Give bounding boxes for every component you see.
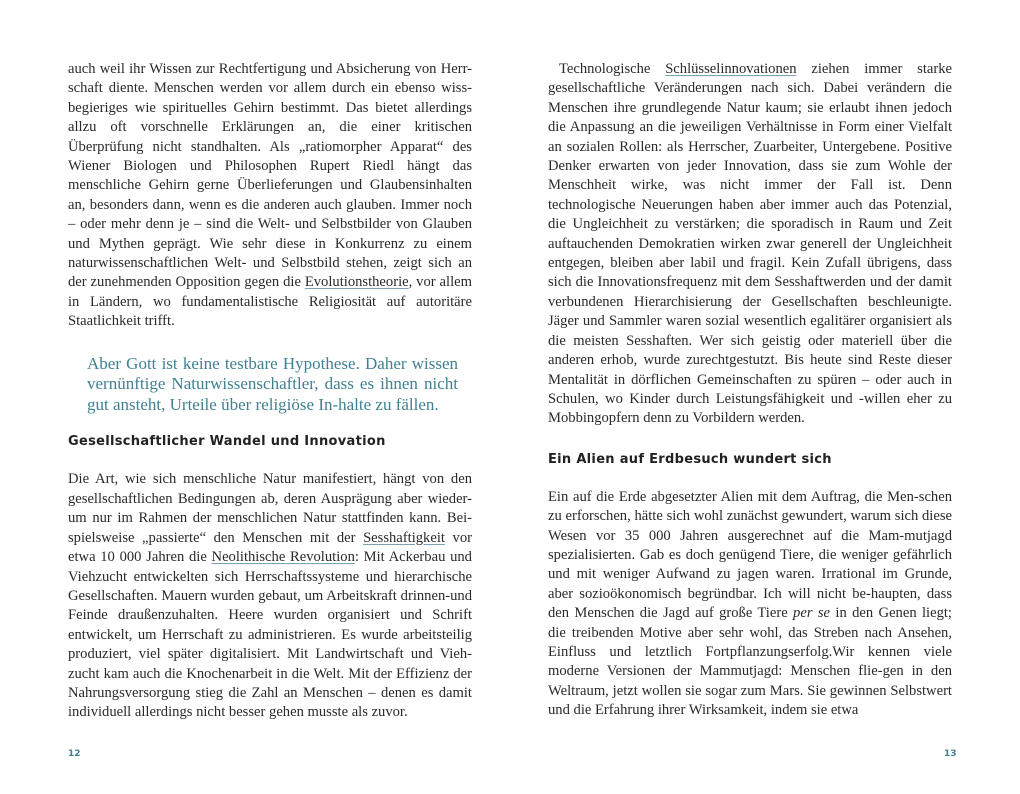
left-text-column [68,60,472,723]
text-run: Ein auf die Erde abgesetzter Alien mit dem Auftrag, die Men-schen zu erforschen, hätte sich wohl zunächst gewundert, warum sich diese Wesen vor 35 000 Jahren ausgerechnet auf die Mam-mutjagd spezialisierten. Gab es doch genügend Tiere, die weniger gefährlich und mit weniger Aufwand zu jagen waren. Irrational im Grunde, aber sozioökonomisch begründbar. Ich will nicht be-haupten, dass den Menschen die Jagd auf große Tiere [548,488,952,622]
left-paragraph-2 [68,470,472,722]
text-run: Technologische [559,61,666,77]
link-sesshaftigkeit[interactable]: Sesshaftigkeit [363,529,445,546]
link-evolutionstheorie[interactable]: Evolutionstheorie [304,274,409,291]
spacer [548,469,952,488]
pull-quote: Aber Gott ist keine testbare Hypothese. Daher wissen vernünftige Naturwissenschaftler, dass es ihnen nicht gut ansteht, Urteile über religiöse In-halte zu fällen. [87,353,458,414]
right-paragraph-1 [548,60,952,429]
text-run: auch weil ihr Wissen zur Rechtfertigung und Absicherung von Herr-schaft diente. Menschen werden vor allem durch ein ebenso wiss-begieriges wie spirituelles Gehirn bestimmt. Das bietet allerdings allzu oft vorschnelle Erklärungen an, die einer kritischen Überprüfung nicht standhalten. Als „ratiomorpher Apparat“ des Wiener Biologen und Philosophen Rupert Riedl hängt das menschliche Gehirn gerne Überlieferungen und Glaubensinhalten an, besonders dann, wenn es die anderen auch glauben. Immer noch – oder mehr denn je – sind die Welt- und Selbstbilder von Glauben und Mythen geprägt. Wie sehr diese in Konkurrenz zu einem naturwissenschaftlichen Welt- und Selbstbild stehen, zeigt sich an der zunehmenden Opposition gegen die [68,61,472,291]
spacer [68,451,472,470]
text-run: , vor allem in Ländern, wo fundamentalistische Religiosität auf autoritäre Staatlichkeit trifft. [68,274,472,330]
right-paragraph-2 [548,488,952,721]
right-text-column [548,60,952,721]
text-run: ziehen immer starke gesellschaftliche Veränderungen nach sich. Dabei verändern die Menschen ihre grundlegende Natur kaum; sie erlaubt ihnen jedoch die Anpassung an die jeweiligen Verhältnisse in Form einer Vielfalt an sozialen Rollen: als Herrscher, Zuarbeiter, Untergebene. Positive Denker erwarten von jeder Innovation, dass sie zum Wohle der Menschheit wirke, was nicht immer der Fall ist. Denn technologische Neuerungen haben aber immer auch das Potenzial, die Ungleichheit zu verstärken; die sporadisch in Raum und Zeit auftauchenden Demokratien wirken zwar generell der Ungleichheit entgegen, bleiben aber labil und fragil. Kein Zufall übrigens, dass sich die Innovationsfrequenz mit dem Sesshaftwerden und der damit verbundenen Hierarchisierung der Gesellschaften beschleunigte. Jäger und Sammler waren sozial wesentlich egalitärer organisiert als die meisten Sesshaften. Wer sich geistig oder materiell über die anderen erhob, wurde zurechtgestutzt. Bis heute sind Reste dieser Mentalität in dörflichen Gemeinschaften zu spüren – oder auch in Schulen, wo Kinder durch Leistungsfähigkeit und -willen eher zu Mobbingopfern denn zu Vorbildern werden. [548,61,952,427]
left-paragraph-1 [68,60,472,332]
page-number: 12 [68,749,81,759]
text-run: Die Art, wie sich menschliche Natur manifestiert, hängt von den gesellschaftlichen Bedingungen ab, deren Ausprägung aber wieder-um nur im Rahmen der menschlichen Natur stattfinden kann. Bei-spielsweise „passierte“ den Menschen mit der [68,471,472,546]
section-heading: Gesellschaftlicher Wandel und Innovation [68,434,386,450]
section-heading: Ein Alien auf Erdbesuch wundert sich [548,451,832,467]
text-run: vor etwa 10 000 Jahren die [68,529,472,566]
text-run: in den Genen liegt; die treibenden Motive aber sehr wohl, das Streben nach Ansehen, Einfluss und letztlich Fortpflanzungserfolg.Wir kennen viele moderne Versionen der Mammutjagd: Menschen flie-gen in den Weltraum, jetzt wollen sie sogar zum Mars. Sie gewinnen Selbstwert und die Erfahrung ihrer Wirksamkeit, indem sie etwa [548,605,952,719]
italic-text: per se [793,605,831,622]
link-neolithische-revolution[interactable]: Neolithische Revolution [211,549,355,566]
link-schluesselinnovationen[interactable]: Schlüsselinnovationen [665,61,797,77]
text-run: : Mit Ackerbau und Viehzucht entwickelten sich Herrschaftssysteme und hierarchische Gesellschaften. Mauern wurden gebaut, um Arbeitskraft drinnen-und Feinde draußenzuhalten. Heere wurden organisiert und Schrift entwickelt, um Herrschaft zu administrieren. Es wurde arbeitsteilig produziert, viel später digitalisiert. Mit Landwirtschaft und Vieh-zucht kam auch die Knochenarbeit in die Welt. Mit der Effizienz der Nahrungsversorgung stieg die Zahl an Menschen – denen es damit individuell allerdings nicht besser gehen musste als zuvor. [68,549,472,721]
page-number: 13 [944,749,957,759]
right-page [510,0,1020,794]
